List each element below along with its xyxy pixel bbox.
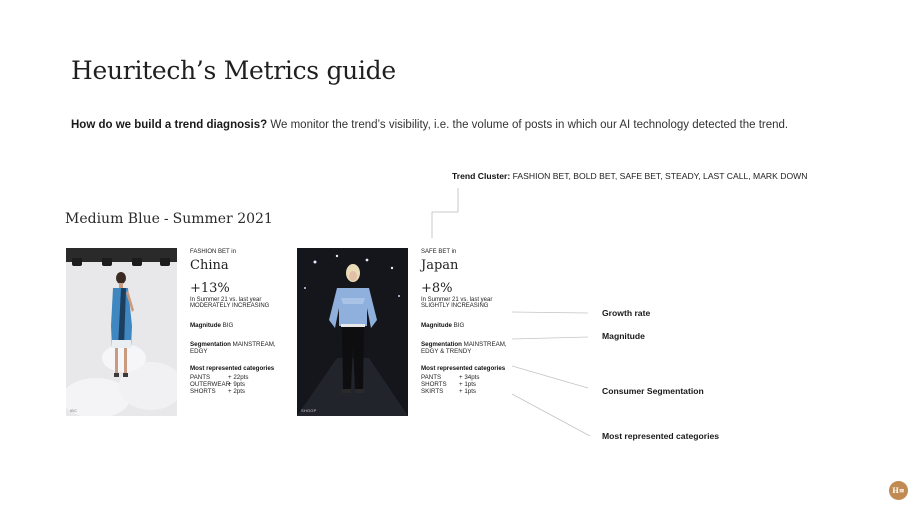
growth-rate-line (512, 312, 588, 313)
japan-category-value: + 34pts (459, 374, 480, 381)
page-title: Heuritech’s Metrics guide (71, 56, 396, 85)
japan-segmentation-line2: EDGY & TRENDY (421, 348, 472, 355)
japan-categories-label: Most represented categories (421, 365, 506, 372)
china-cluster: FASHION BET in (190, 249, 236, 255)
japan-category-row (421, 374, 491, 381)
intro-text (71, 119, 788, 131)
china-photo (66, 248, 177, 416)
china-category-name: OUTERWEAR (190, 381, 231, 388)
japan-segmentation-label: Segmentation (421, 341, 462, 348)
trend-season: Summer 2021 (172, 211, 273, 227)
trend-cluster-legend (452, 171, 807, 181)
china-growth-trend: MODERATELY INCREASING (190, 303, 270, 309)
japan-magnitude-value: BIG (451, 322, 465, 329)
japan-segmentation (421, 341, 507, 348)
cluster-connector-line (432, 188, 458, 238)
china-category-row (190, 388, 260, 395)
japan-category-row (421, 388, 491, 395)
japan-category-value: + 1pts (459, 381, 477, 388)
china-category-value: + 9pts (228, 381, 246, 388)
japan-model-illustration (297, 248, 408, 416)
consumer-segmentation-label: Consumer Segmentation (602, 386, 704, 396)
china-category-row (190, 381, 260, 388)
japan-growth: +8% (421, 281, 453, 296)
china-categories-heading (190, 365, 276, 372)
japan-category-row (421, 381, 491, 388)
china-category-name: PANTS (190, 374, 211, 381)
japan-categories-heading (421, 365, 507, 372)
china-magnitude-value: BIG (220, 322, 234, 329)
trend-separator: - (163, 211, 169, 227)
japan-photo (297, 248, 408, 416)
japan-segmentation-line1: MAINSTREAM, (461, 341, 507, 348)
japan-card (421, 249, 507, 395)
japan-growth-note: In Summer 21 vs. last year (421, 297, 493, 303)
japan-photo-credit: SHOOP (301, 408, 317, 413)
china-segmentation-line1: MAINSTREAM, (230, 341, 276, 348)
china-magnitude-label: Magnitude (190, 322, 221, 329)
japan-growth-trend: SLIGHTLY INCREASING (421, 303, 489, 309)
china-category-value: + 2pts (228, 388, 246, 395)
china-growth: +13% (190, 281, 230, 296)
trend-cluster-label: Trend Cluster: (452, 171, 511, 181)
trend-cluster-values: FASHION BET, BOLD BET, SAFE BET, STEADY, LAST CALL, MARK DOWN (510, 171, 808, 181)
japan-category-name: SHORTS (421, 381, 447, 388)
japan-category-value: + 1pts (459, 388, 477, 395)
china-category-row (190, 374, 260, 381)
japan-category-name: PANTS (421, 374, 442, 381)
growth-rate-label: Growth rate (602, 308, 651, 318)
china-country: China (190, 258, 229, 273)
segmentation-line (512, 366, 588, 388)
china-growth-note: In Summer 21 vs. last year (190, 297, 262, 303)
japan-country: Japan (421, 258, 459, 273)
china-card (190, 249, 276, 395)
china-category-value: + 22pts (228, 374, 249, 381)
china-category-name: SHORTS (190, 388, 216, 395)
china-segmentation-line2: EDGY (190, 348, 208, 355)
trend-heading (65, 211, 273, 227)
intro-question: How do we build a trend diagnosis? (71, 119, 268, 131)
categories-line (512, 394, 590, 436)
china-model-illustration (66, 248, 177, 416)
china-segmentation (190, 341, 276, 348)
magnitude-annotation-label: Magnitude (602, 331, 645, 341)
china-categories-label: Most represented categories (190, 365, 275, 372)
trend-name: Medium Blue (65, 211, 160, 227)
japan-magnitude-label: Magnitude (421, 322, 452, 329)
magnitude-line (512, 337, 588, 339)
china-magnitude (190, 322, 276, 329)
china-segmentation-label: Segmentation (190, 341, 231, 348)
japan-magnitude (421, 322, 507, 329)
intro-body: We monitor the trend’s visibility, i.e. the volume of posts in which our AI technology detected the trend. (267, 119, 789, 131)
japan-cluster: SAFE BET in (421, 249, 457, 255)
japan-category-name: SKIRTS (421, 388, 444, 395)
china-photo-credit: IBC (70, 408, 78, 413)
heuritech-logo: H≡ (889, 481, 908, 500)
categories-annotation-label: Most represented categories (602, 431, 720, 441)
